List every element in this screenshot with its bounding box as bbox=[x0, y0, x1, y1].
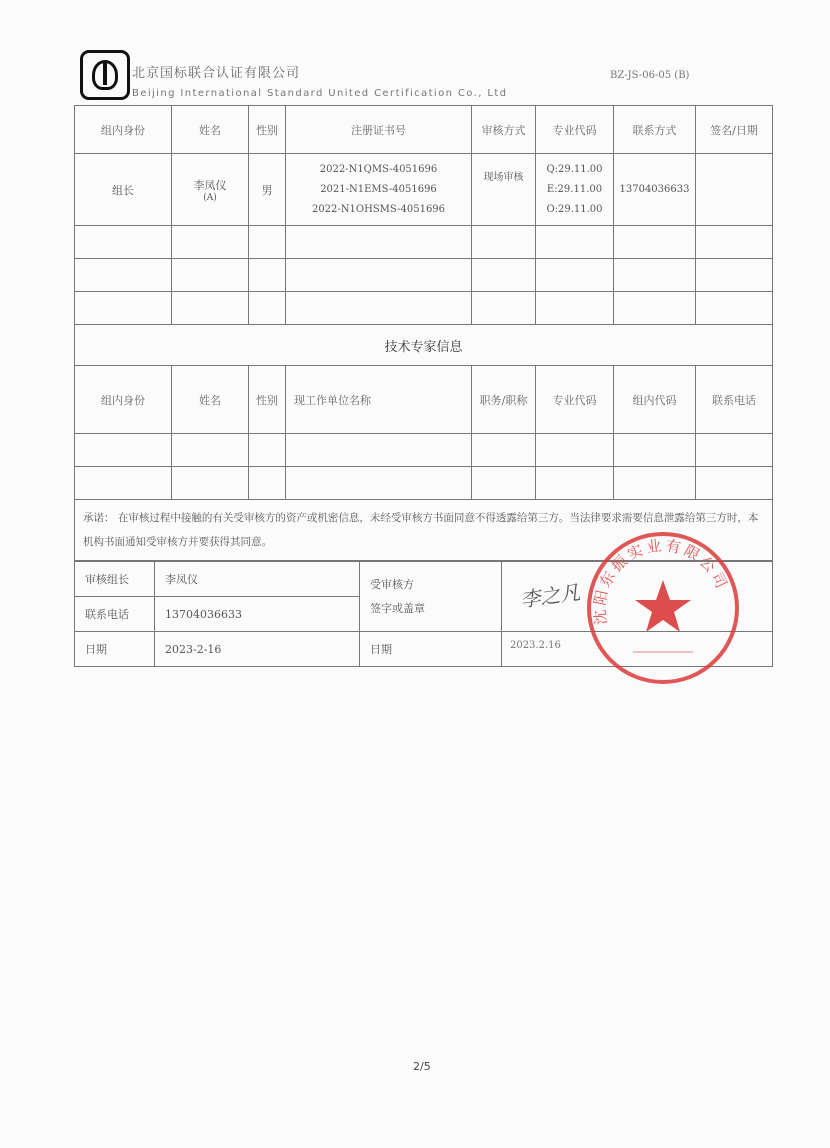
cell-codes bbox=[536, 154, 614, 226]
experts-section-title: 技术专家信息 bbox=[75, 325, 773, 366]
auditee-date-label: 日期 bbox=[360, 632, 502, 667]
leader-name: 李凤仪 bbox=[155, 562, 360, 597]
cell-name bbox=[172, 154, 249, 226]
col-gender: 性别 bbox=[249, 366, 286, 434]
member-name: 李凤仪 bbox=[193, 178, 227, 192]
auditee-sign-label: 签字或盖章 bbox=[370, 601, 425, 615]
handwritten-signature: 李之凡 bbox=[518, 579, 582, 613]
code-line: O:29.11.00 bbox=[546, 203, 603, 215]
col-role: 组内身份 bbox=[75, 366, 172, 434]
col-audit-method: 审核方式 bbox=[472, 106, 536, 154]
auditee-date: 2023.2.16 bbox=[510, 640, 561, 651]
col-phone: 联系电话 bbox=[696, 366, 773, 434]
company-logo-icon bbox=[80, 50, 130, 100]
cell-audit-method: 现场审核 bbox=[472, 154, 536, 226]
date-label: 日期 bbox=[75, 632, 155, 667]
phone-label: 联系电话 bbox=[75, 597, 155, 632]
col-title: 职务/职称 bbox=[472, 366, 536, 434]
auditee-label: 受审核方 bbox=[370, 577, 414, 591]
company-name-cn: 北京国标联合认证有限公司 bbox=[132, 66, 301, 81]
col-group-code: 组内代码 bbox=[614, 366, 696, 434]
col-code: 专业代码 bbox=[536, 106, 614, 154]
commitment-text: 在审核过程中接触的有关受审核方的资产或机密信息，未经受审核方书面同意不得透露给第三方。当法律要求需要信息泄露给第三方时，本机构书面通知受审核方并要获得其同意。 bbox=[83, 512, 759, 548]
company-name-en: Beijing International Standard United Certification Co., Ltd bbox=[132, 88, 508, 99]
table-row bbox=[75, 226, 773, 259]
document-number: BZ-JS-06-05 (B) bbox=[610, 70, 690, 81]
code-line: Q:29.11.00 bbox=[546, 163, 603, 175]
col-gender: 性别 bbox=[249, 106, 286, 154]
phone-value: 13704036633 bbox=[155, 597, 360, 632]
cert-line: 2022-N1QMS-4051696 bbox=[319, 163, 438, 175]
code-line: E:29.11.00 bbox=[546, 183, 603, 195]
company-seal-icon bbox=[583, 528, 743, 688]
date-value: 2023-2-16 bbox=[155, 632, 360, 667]
col-name: 姓名 bbox=[172, 106, 249, 154]
experts-title-row bbox=[75, 325, 773, 366]
logo-bar bbox=[103, 63, 107, 85]
col-code: 专业代码 bbox=[536, 366, 614, 434]
cert-line: 2022-N1OHSMS-4051696 bbox=[311, 203, 446, 215]
page-number: 2/5 bbox=[413, 1060, 431, 1073]
table-row bbox=[75, 259, 773, 292]
cell-certs bbox=[286, 154, 472, 226]
team-table bbox=[74, 105, 773, 561]
table-row bbox=[75, 434, 773, 467]
cell-role: 组长 bbox=[75, 154, 172, 226]
col-contact: 联系方式 bbox=[614, 106, 696, 154]
cell-signature bbox=[696, 154, 773, 226]
cell-contact: 13704036633 bbox=[614, 154, 696, 226]
table-row bbox=[75, 154, 773, 226]
cert-line: 2021-N1EMS-4051696 bbox=[320, 183, 437, 195]
experts-header-row bbox=[75, 366, 773, 434]
commitment-label: 承诺： bbox=[83, 512, 115, 524]
col-cert: 注册证书号 bbox=[286, 106, 472, 154]
leader-label: 审核组长 bbox=[75, 562, 155, 597]
col-role: 组内身份 bbox=[75, 106, 172, 154]
table-row bbox=[75, 467, 773, 500]
col-signature: 签名/日期 bbox=[696, 106, 773, 154]
cell-gender: 男 bbox=[249, 154, 286, 226]
team-header-row bbox=[75, 106, 773, 154]
member-name-note: (A) bbox=[203, 192, 217, 203]
col-name: 姓名 bbox=[172, 366, 249, 434]
table-row bbox=[75, 292, 773, 325]
col-employer: 现工作单位名称 bbox=[286, 366, 472, 434]
svg-text:沈阳东振实业有限公司: 沈阳东振实业有限公司 bbox=[590, 536, 732, 626]
auditee-label-cell bbox=[360, 562, 502, 632]
